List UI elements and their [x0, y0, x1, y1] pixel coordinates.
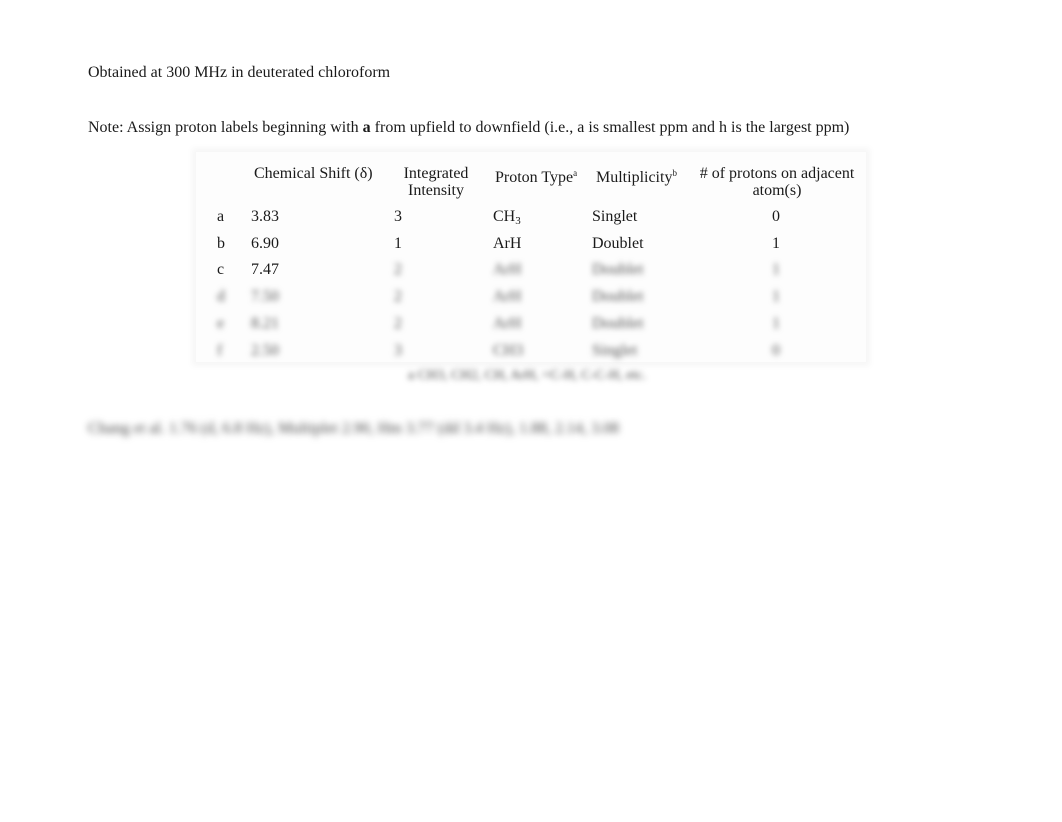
note — [88, 119, 849, 137]
note-prefix: Note: Assign proton labels beginning with — [88, 119, 363, 136]
header-multiplicity-label: Multiplicity — [596, 169, 673, 186]
row-a-type-main: CH — [493, 208, 516, 225]
header-proton-type-label: Proton Type — [495, 169, 574, 186]
row-d-multiplicity: Doublet — [592, 288, 644, 305]
note-suffix: from upfield to downfield (i.e., a is smallest ppm and h is the largest ppm) — [370, 119, 850, 136]
row-b-shift: 6.90 — [251, 235, 279, 252]
row-f-type: CH3 — [493, 342, 524, 359]
row-a-shift: 3.83 — [251, 208, 279, 225]
row-e-label: e — [217, 315, 225, 332]
row-b-label: b — [217, 235, 225, 252]
row-a-multiplicity: Singlet — [592, 208, 638, 225]
row-d-shift: 7.50 — [251, 288, 279, 305]
row-b-intensity: 1 — [394, 235, 402, 252]
header-multiplicity — [596, 165, 677, 186]
row-e-shift: 8.21 — [251, 315, 279, 332]
row-c-intensity: 2 — [394, 261, 402, 278]
row-c-type: ArH — [493, 261, 522, 278]
row-d-intensity: 2 — [394, 288, 402, 305]
header-adjacent-line1: # of protons on adjacent — [699, 165, 855, 182]
row-a-type — [493, 208, 521, 227]
row-a-adjacent: 0 — [772, 208, 780, 225]
row-c-multiplicity: Doublet — [592, 261, 644, 278]
header-intensity-line1: Integrated — [403, 165, 469, 182]
row-c-shift: 7.47 — [251, 261, 279, 278]
row-d-label: d — [217, 288, 225, 305]
row-f-intensity: 3 — [394, 342, 402, 359]
row-a-label: a — [217, 208, 225, 225]
row-e-type: ArH — [493, 315, 522, 332]
row-f-label: f — [217, 342, 223, 359]
header-proton-type-sup: a — [573, 168, 578, 178]
row-f-multiplicity: Singlet — [592, 342, 638, 359]
row-a-intensity: 3 — [394, 208, 402, 225]
row-e-adjacent: 1 — [772, 315, 780, 332]
header-adjacent — [692, 165, 862, 199]
row-d-type: ArH — [493, 288, 522, 305]
row-d-adjacent: 1 — [772, 288, 780, 305]
table-footnote: a CH3, CH2, CH, ArH, =C-H, C-C-H, etc. — [408, 368, 647, 383]
bottom-paragraph: Chang et al. 1.76 (d, 6.8 Hz), Multiplet 2.90, Hm 3.77 (dd 3.4 Hz), 1.88, 2.14, 3.08 — [88, 420, 620, 437]
header-intensity-line2: Intensity — [408, 182, 464, 199]
row-b-adjacent: 1 — [772, 235, 780, 252]
note-bold-letter: a — [362, 119, 371, 136]
header-shift: Chemical Shift (δ) — [254, 165, 373, 182]
row-e-intensity: 2 — [394, 315, 402, 332]
row-b-multiplicity: Doublet — [592, 235, 644, 252]
heading: Obtained at 300 MHz in deuterated chloroform — [88, 64, 391, 81]
header-proton-type — [495, 165, 577, 186]
row-c-label: c — [217, 261, 225, 278]
header-adjacent-line2: atom(s) — [752, 182, 802, 199]
row-a-type-sub: 3 — [515, 215, 521, 227]
row-f-shift: 2.50 — [251, 342, 279, 359]
header-multiplicity-sup: b — [672, 168, 677, 178]
row-e-multiplicity: Doublet — [592, 315, 644, 332]
row-f-adjacent: 0 — [772, 342, 780, 359]
row-b-type: ArH — [493, 235, 522, 252]
header-intensity — [398, 165, 474, 199]
nmr-table — [196, 152, 866, 362]
row-c-adjacent: 1 — [772, 261, 780, 278]
